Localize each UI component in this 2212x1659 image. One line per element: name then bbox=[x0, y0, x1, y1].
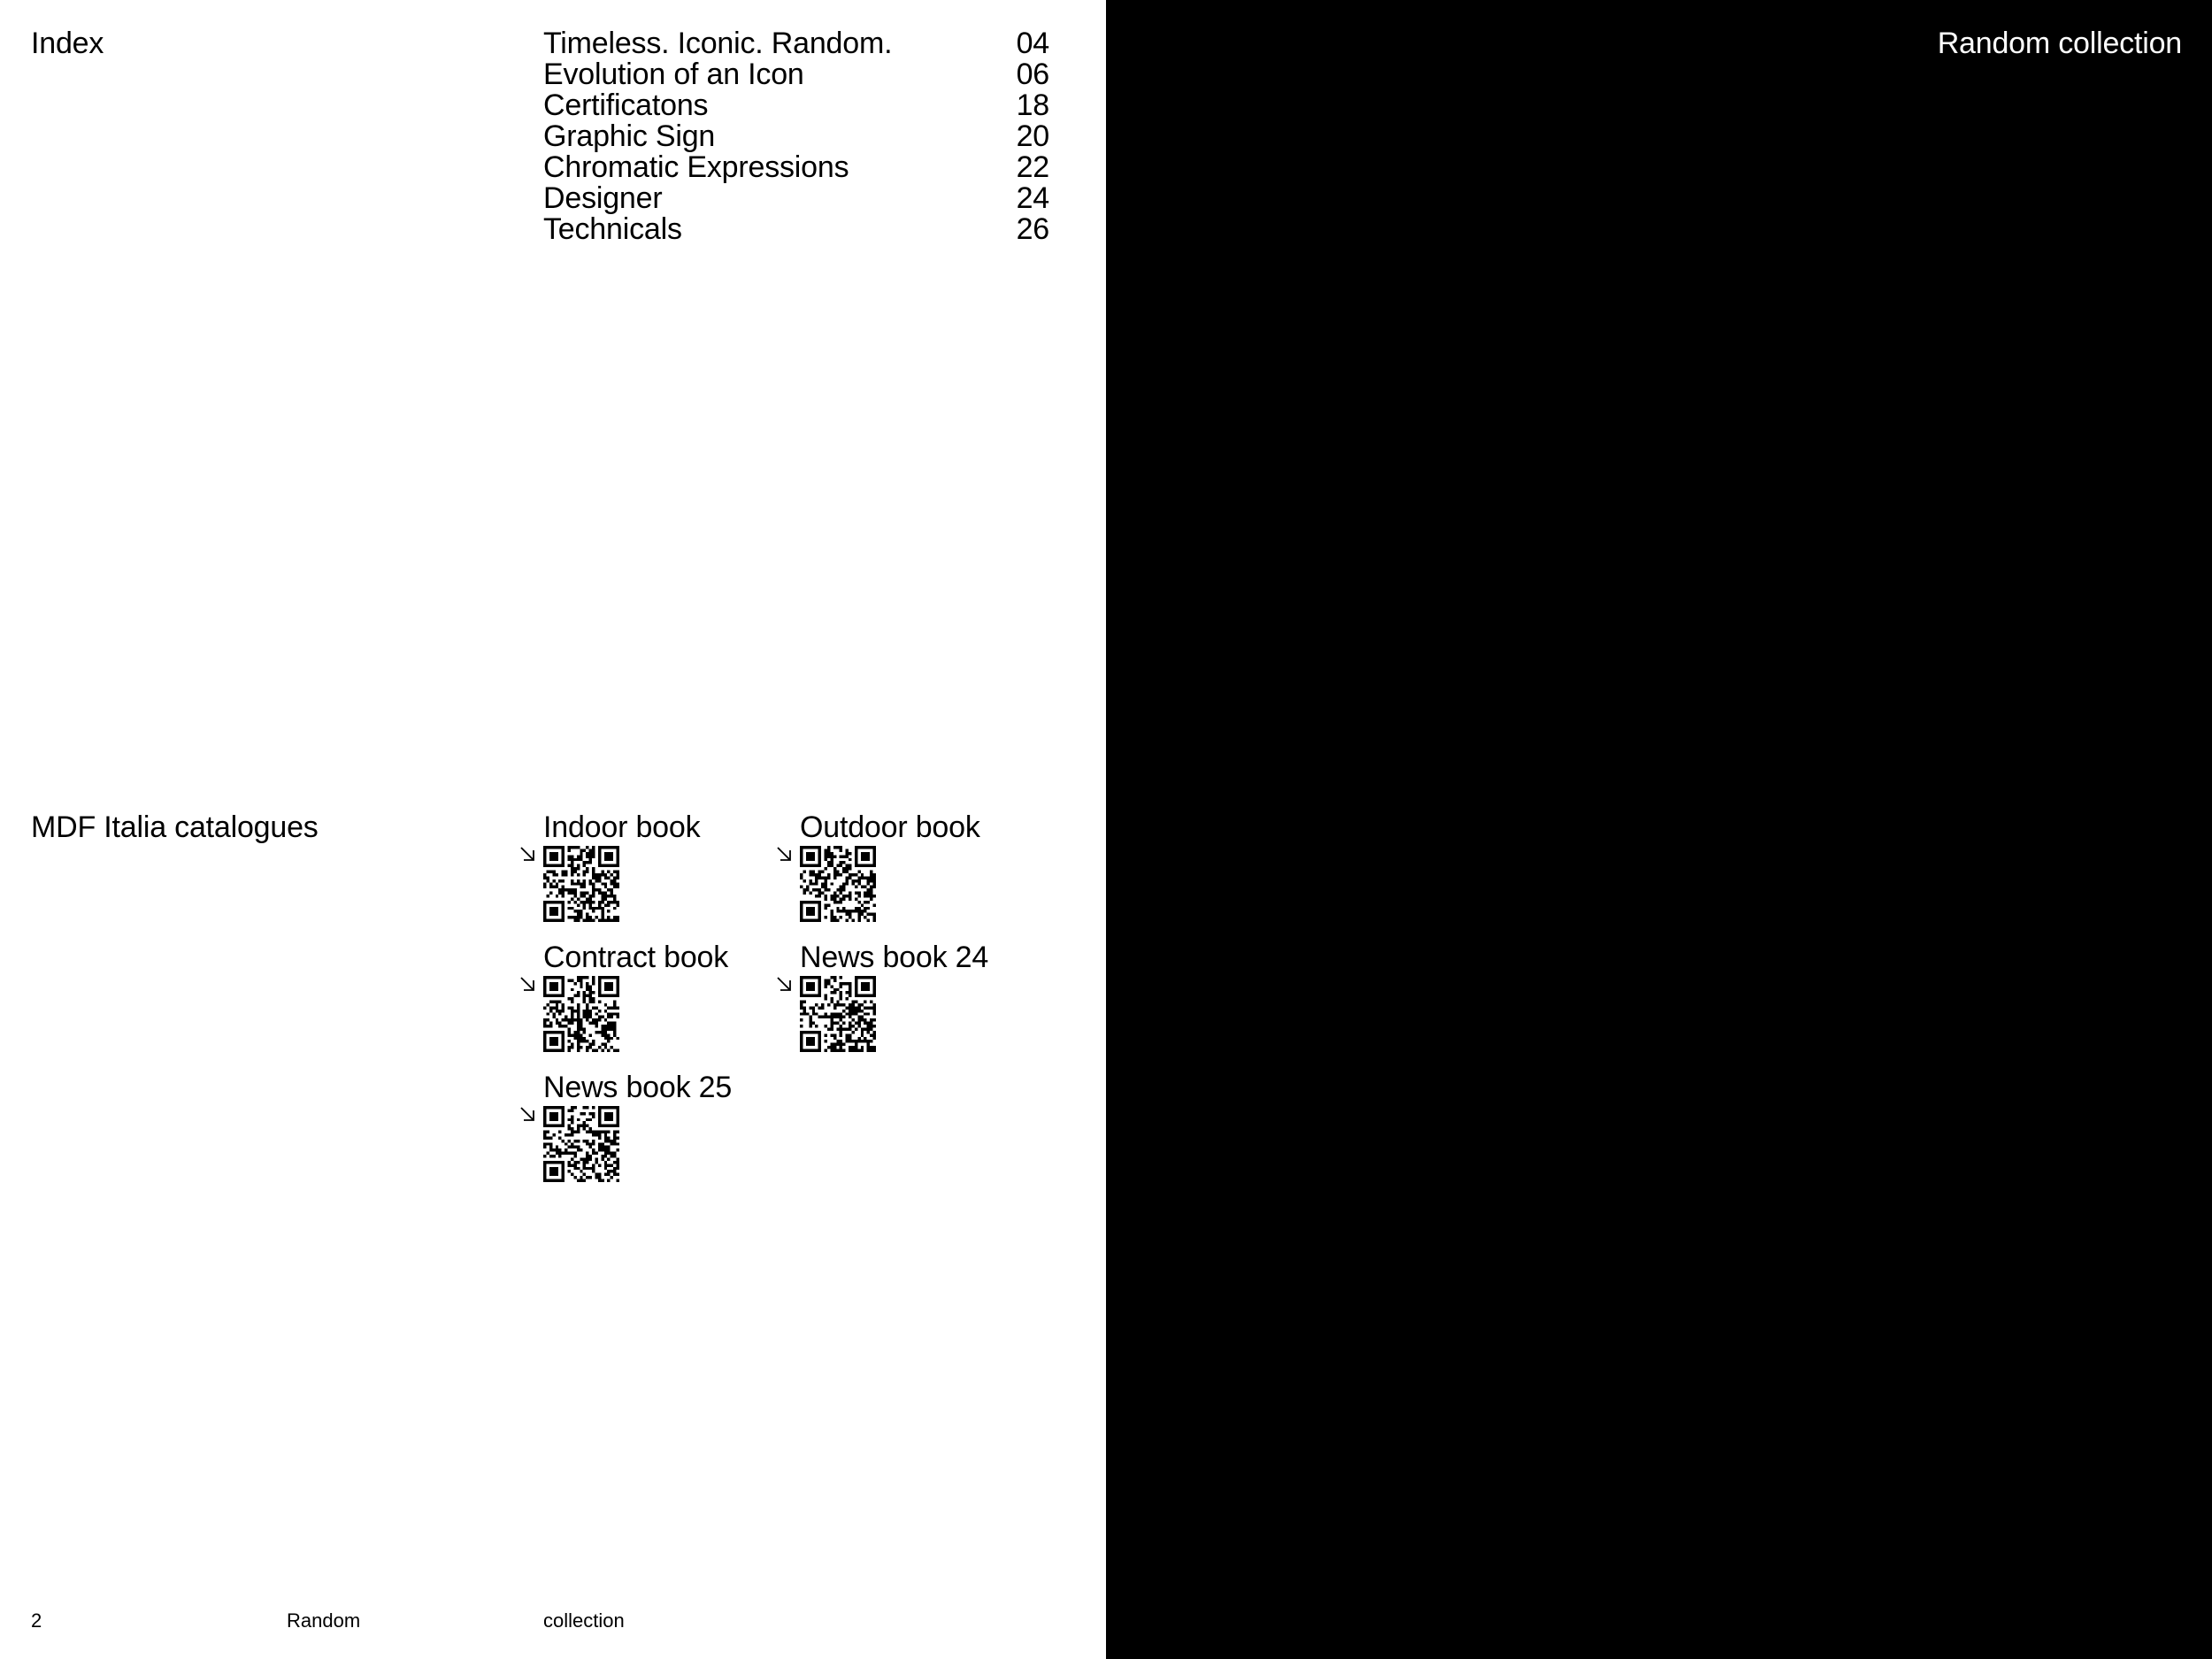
catalogue-news-book-25 bbox=[543, 1072, 773, 1182]
footer-text-random: Random bbox=[287, 1609, 361, 1632]
toc-entry[interactable] bbox=[543, 59, 1049, 90]
catalogue-indoor-book bbox=[543, 812, 773, 922]
toc-entry[interactable] bbox=[543, 121, 1049, 152]
footer-text-collection: collection bbox=[543, 1609, 625, 1632]
catalogue-title: Indoor book bbox=[543, 810, 701, 844]
toc-entry[interactable] bbox=[543, 152, 1049, 183]
toc-entry-title: Evolution of an Icon bbox=[543, 58, 804, 91]
catalogue-title: Contract book bbox=[543, 941, 729, 974]
toc-entry-page: 06 bbox=[1016, 58, 1049, 91]
catalogue-outdoor-book bbox=[800, 812, 1030, 922]
arrow-down-right-icon bbox=[776, 976, 792, 992]
toc-entry-page: 22 bbox=[1016, 150, 1049, 184]
qr-code-icon[interactable] bbox=[543, 846, 619, 922]
right-page bbox=[1106, 0, 2212, 1659]
toc-entry-title: Designer bbox=[543, 181, 663, 215]
page-number: 2 bbox=[31, 1609, 42, 1632]
catalogue-title: News book 25 bbox=[543, 1071, 733, 1104]
arrow-down-right-icon bbox=[519, 1106, 535, 1122]
index-heading: Index bbox=[31, 27, 104, 60]
qr-code-icon[interactable] bbox=[800, 976, 876, 1052]
table-of-contents bbox=[543, 28, 1049, 245]
toc-entry-title: Timeless. Iconic. Random. bbox=[543, 27, 893, 60]
qr-code-icon[interactable] bbox=[543, 976, 619, 1052]
catalogue-news-book-24 bbox=[800, 942, 1030, 1052]
qr-code-icon[interactable] bbox=[800, 846, 876, 922]
toc-entry-page: 18 bbox=[1016, 88, 1049, 122]
catalogue-title: News book 24 bbox=[800, 941, 989, 974]
toc-entry-title: Graphic Sign bbox=[543, 119, 716, 153]
toc-entry-page: 04 bbox=[1016, 27, 1049, 60]
catalogue-title: Outdoor book bbox=[800, 810, 980, 844]
toc-entry[interactable] bbox=[543, 28, 1049, 59]
toc-entry-title: Chromatic Expressions bbox=[543, 150, 849, 184]
qr-code-icon[interactable] bbox=[543, 1106, 619, 1182]
toc-entry[interactable] bbox=[543, 183, 1049, 214]
toc-entry-page: 24 bbox=[1016, 181, 1049, 215]
arrow-down-right-icon bbox=[519, 976, 535, 992]
catalogues-heading: MDF Italia catalogues bbox=[31, 810, 319, 844]
collection-title: Random collection bbox=[1937, 27, 2182, 60]
catalogue-contract-book bbox=[543, 942, 773, 1052]
toc-entry-page: 20 bbox=[1016, 119, 1049, 153]
toc-entry[interactable] bbox=[543, 90, 1049, 121]
arrow-down-right-icon bbox=[776, 846, 792, 862]
toc-entry-page: 26 bbox=[1016, 212, 1049, 246]
toc-entry[interactable] bbox=[543, 214, 1049, 245]
toc-entry-title: Certificatons bbox=[543, 88, 709, 122]
arrow-down-right-icon bbox=[519, 846, 535, 862]
toc-entry-title: Technicals bbox=[543, 212, 682, 246]
